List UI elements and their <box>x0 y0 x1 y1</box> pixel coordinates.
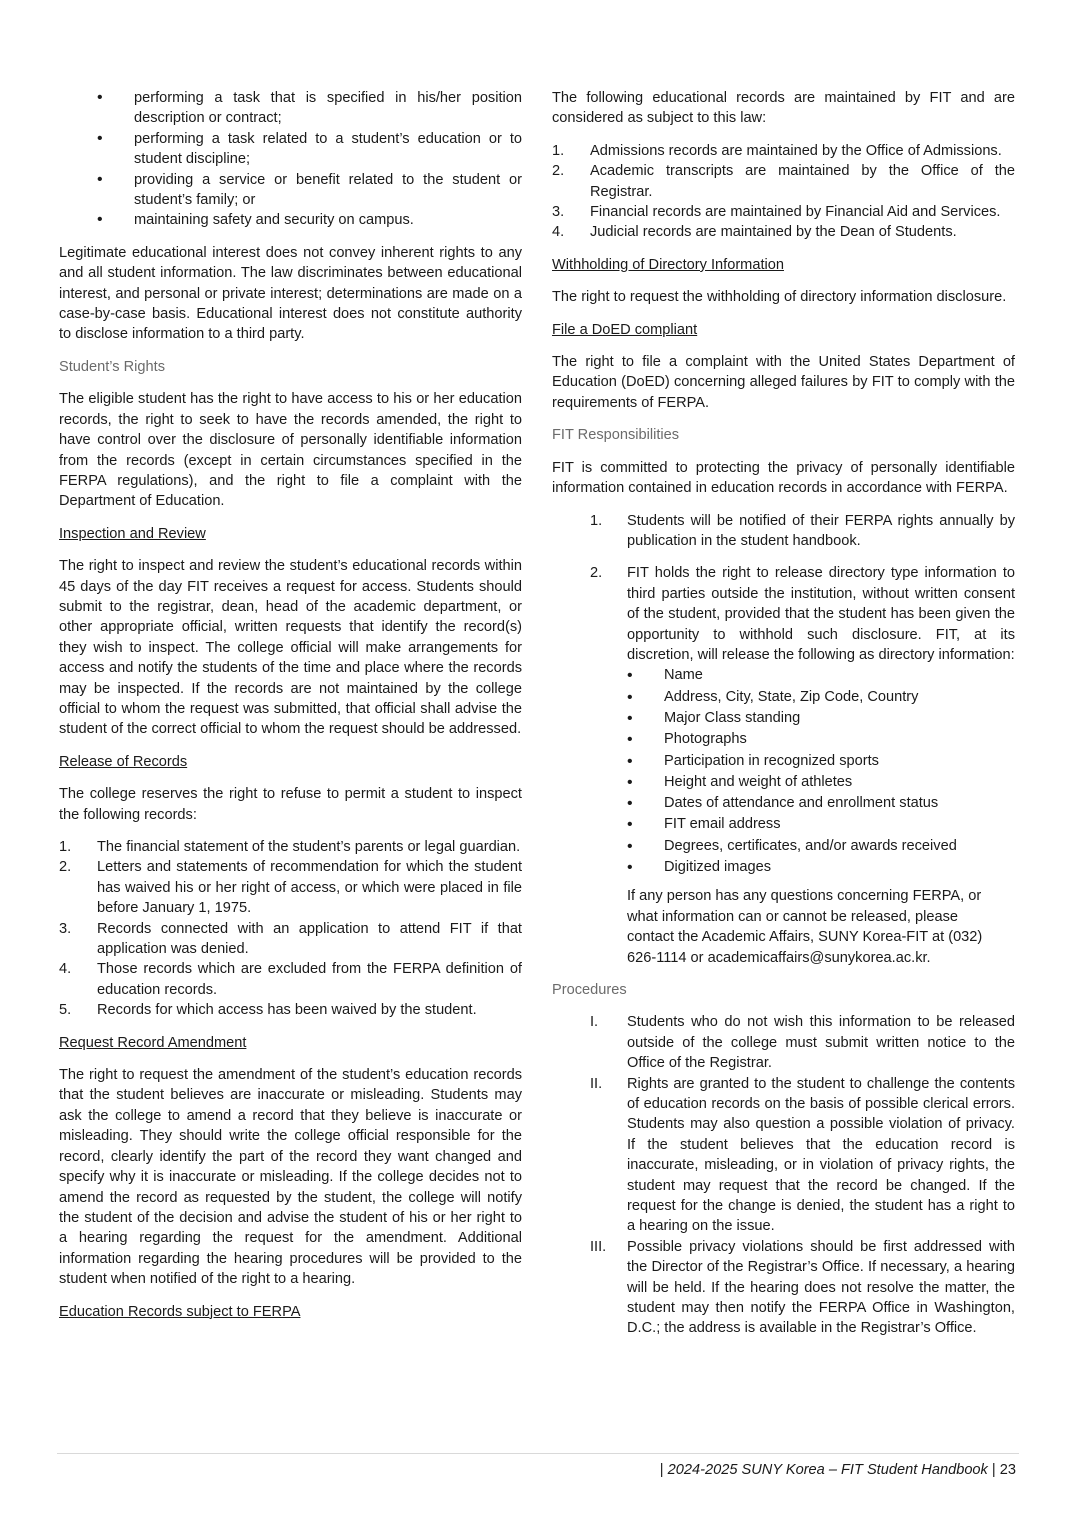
procedures-list <box>552 1012 1015 1339</box>
request-amendment-heading: Request Record Amendment <box>59 1034 247 1051</box>
release-records-heading: Release of Records <box>59 753 188 770</box>
fit-responsibilities-heading: FIT Responsibilities <box>552 427 680 444</box>
list-item: • Dates of attendance and enrollment status <box>627 793 1015 814</box>
inspection-review-heading: Inspection and Review <box>59 525 206 542</box>
list-item <box>552 1237 1015 1339</box>
list-item: • performing a task that is specified in his/her position description or contract; <box>59 88 522 129</box>
list-number: 1. <box>590 512 603 529</box>
list-item: • Address, City, State, Zip Code, Country <box>627 687 1015 708</box>
right-column <box>552 88 1015 1339</box>
directory-info-list <box>627 665 1015 878</box>
list-item <box>552 563 1015 878</box>
list-text: Admissions records are maintained by the Office of Admissions. <box>590 142 1002 159</box>
list-item: • FIT email address <box>627 814 1015 835</box>
list-number: 1. <box>552 142 565 159</box>
list-item <box>552 1012 1015 1073</box>
list-number: 4. <box>552 224 565 241</box>
list-number: I. <box>590 1014 599 1031</box>
list-text: Rights are granted to the student to challenge the contents of education records on the basis of possible clerical errors. Students may also question a possible violation of privacy. If the student believes that the education record is inaccurate, misleading, or in violation of privacy rights, the student may request that the record be changed. If the request for the change is denied, the student has a right to a hearing on the issue. <box>627 1075 1015 1235</box>
list-text: Students will be notified of their FERPA rights annually by publication in the student handbook. <box>627 512 1015 549</box>
contact-line: If any person has any questions concerning FERPA, or <box>627 888 982 905</box>
left-column <box>59 88 522 1334</box>
list-item: • Photographs <box>627 729 1015 750</box>
list-number: 1. <box>59 839 72 855</box>
list-text: Judicial records are maintained by the Dean of Students. <box>590 224 957 241</box>
list-number: 2. <box>59 859 72 876</box>
footer-separator: | <box>991 1462 996 1478</box>
release-records-paragraph: The college reserves the right to refuse to permit a student to inspect the following records: <box>59 786 522 823</box>
list-text: The financial statement of the student’s parents or legal guardian. <box>97 839 521 855</box>
list-item: • maintaining safety and security on campus. <box>59 210 522 230</box>
list-number: 3. <box>552 204 565 221</box>
list-item <box>552 1074 1015 1237</box>
contact-line: contact the Academic Affairs, SUNY Korea-FIT at (032) <box>627 929 983 946</box>
list-number: 4. <box>59 961 72 978</box>
list-item <box>552 161 1015 202</box>
handbook-title: 2024-2025 SUNY Korea – FIT Student Handbook <box>667 1462 988 1478</box>
withholding-heading: Withholding of Directory Information <box>552 256 784 273</box>
responsibilities-list <box>552 511 1015 879</box>
list-text: FIT holds the right to release directory type information to third parties outside the institution, without written consent of the student, provided that the student has been given the opportunity to withhold such disclosure. FIT, at its discretion, will release the following as directory information: <box>627 565 1015 663</box>
fit-responsibilities-paragraph: FIT is committed to protecting the privacy of personally identifiable information contained in education records in accordance with FERPA. <box>552 459 1015 497</box>
list-item: • Participation in recognized sports <box>627 751 1015 772</box>
list-item <box>552 141 1015 161</box>
list-number: 2. <box>552 163 565 180</box>
maintained-records-paragraph: The following educational records are maintained by FIT and are considered as subject to this law: <box>552 90 1015 127</box>
page-footer <box>660 1460 1016 1480</box>
list-item: • Name <box>627 665 1015 686</box>
list-item <box>552 202 1015 222</box>
list-item <box>59 959 522 1000</box>
withholding-paragraph: The right to request the withholding of directory information disclosure. <box>552 289 1007 306</box>
maintained-records-list <box>552 141 1015 243</box>
students-rights-paragraph: The eligible student has the right to have access to his or her education records, the right to seek to have the records amended, the right to have control over the disclosure of personally identifiable information from the records (except in certain circumstances specified in the FERPA regulations), and the right to file a complaint with the Department of Education. <box>59 391 522 510</box>
legit-interest-paragraph: Legitimate educational interest does not convey inherent rights to any and all student information. The law discriminates between educational interest, and personal or private interest; determinations are made on a case-by-case basis. Educational interest does not constitute authority to disclose information to a third party. <box>59 244 522 343</box>
list-text: Academic transcripts are maintained by the Office of the Registrar. <box>590 163 1015 200</box>
request-amendment-paragraph: The right to request the amendment of the student’s education records that the student believes are inaccurate or misleading. Students may ask the college to amend a record that they believe is inaccurate or misleading. They should write the college official responsible for the record, clearly identify the part of the record they want changed and specify why it is inaccurate or misleading. If the college decides not to amend the record as requested by the student, the college will notify the student of the decision and advise the student of his or her right to a hearing regarding the request for the amendment. Additional information regarding the hearing procedures will be provided to the student when notified of the right to a hearing. <box>59 1067 522 1288</box>
list-item <box>59 857 522 918</box>
list-item <box>59 837 522 857</box>
contact-paragraph <box>552 886 1015 968</box>
complaint-paragraph: The right to file a complaint with the United States Department of Education (DoED) concerning alleged failures by FIT to comply with the requirements of FERPA. <box>552 354 1015 411</box>
students-rights-heading: Student’s Rights <box>59 358 166 375</box>
list-item: • Degrees, certificates, and/or awards received <box>627 836 1015 857</box>
list-number: 3. <box>59 920 72 937</box>
footer-separator: | <box>659 1462 664 1478</box>
list-number: 2. <box>590 565 603 582</box>
list-text: Students who do not wish this information to be released outside of the college must submit written notice to the Office of the Registrar. <box>627 1014 1015 1072</box>
list-text: Records for which access has been waived by the student. <box>97 1002 477 1019</box>
list-item <box>552 222 1015 242</box>
list-item: • performing a task related to a student’s education or to student discipline; <box>59 129 522 170</box>
list-text: Financial records are maintained by Financial Aid and Services. <box>590 204 1001 221</box>
list-number: II. <box>590 1075 603 1092</box>
inspection-review-paragraph: The right to inspect and review the student’s educational records within 45 days of the day FIT receives a request for access. Students should submit to the registrar, dean, head of the academic department, or other appropriate official, written requests that identify the record(s) they wish to inspect. The college official will make arrangements for access and notify the students of the time and place where the records may be inspected. If the records are not maintained by the college official to whom the request was submitted, that official shall advise the student of the correct official to whom the request should be addressed. <box>59 558 522 738</box>
list-number: 5. <box>59 1002 72 1019</box>
procedures-heading: Procedures <box>552 981 627 998</box>
contact-line: what information can or cannot be released, please <box>627 908 958 925</box>
list-text: Possible privacy violations should be first addressed with the Director of the Registrar’s Office. If necessary, a hearing will be held. If the hearing does not resolve the matter, the student may then notify the FERPA Office in Washington, D.C.; the address is available in the Registrar’s Office. <box>627 1238 1015 1337</box>
list-text: Records connected with an application to attend FIT if that application was denied. <box>97 920 522 958</box>
list-item: • Digitized images <box>627 857 1015 878</box>
list-text: Letters and statements of recommendation for which the student has waived his or her right of access, or which were placed in file before January 1, 1975. <box>97 859 522 917</box>
records-subject-heading: Education Records subject to FERPA <box>59 1303 301 1320</box>
list-item <box>59 919 522 960</box>
intro-bullet-list <box>59 88 522 231</box>
release-records-list <box>59 837 522 1021</box>
list-item: • providing a service or benefit related to the student or student’s family; or <box>59 170 522 211</box>
list-item <box>59 1000 522 1020</box>
list-item <box>552 511 1015 552</box>
list-number: III. <box>590 1238 607 1255</box>
page-number: 23 <box>999 1462 1016 1478</box>
complaint-heading: File a DoED compliant <box>552 321 698 338</box>
list-text: Those records which are excluded from the FERPA definition of education records. <box>97 961 522 998</box>
footer-divider <box>57 1453 1019 1454</box>
list-item: • Major Class standing <box>627 708 1015 729</box>
contact-line: 626-1114 or academicaffairs@sunykorea.ac.kr. <box>627 949 931 966</box>
list-item: • Height and weight of athletes <box>627 772 1015 793</box>
